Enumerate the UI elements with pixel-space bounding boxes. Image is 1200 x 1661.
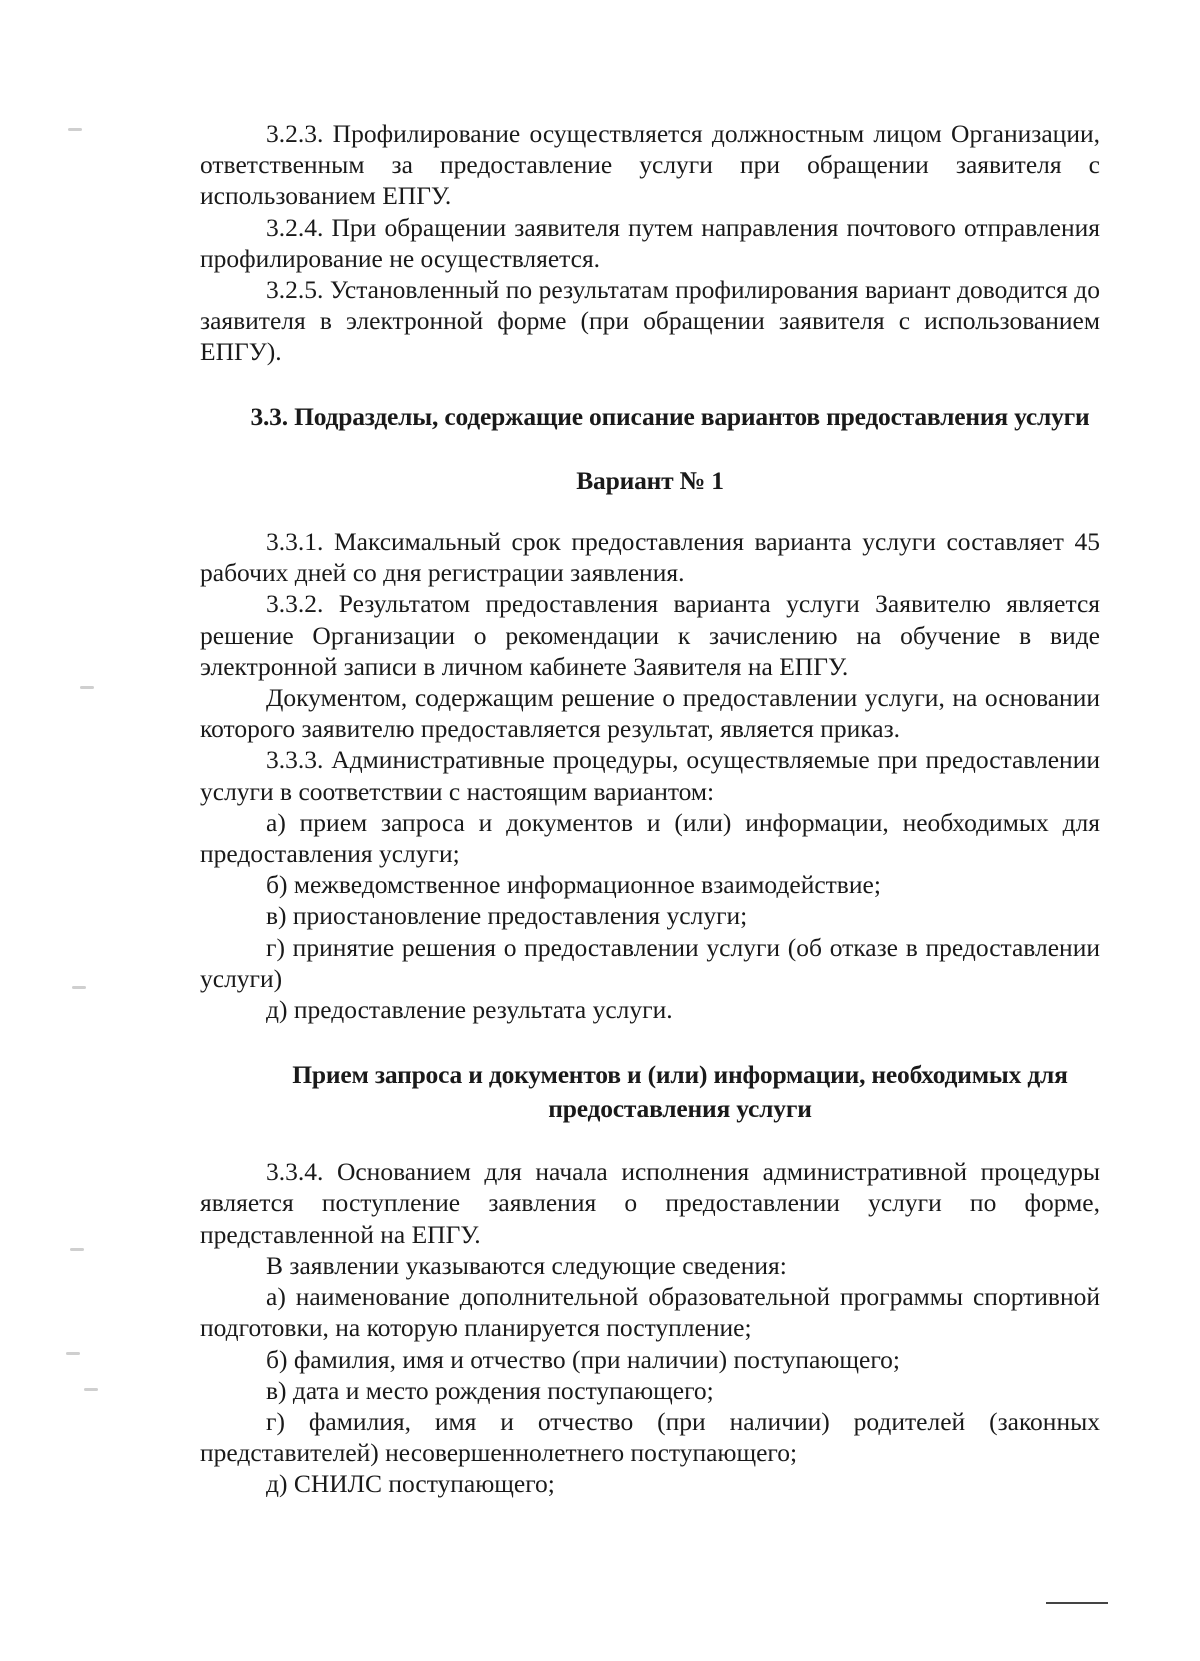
spacer: [200, 432, 1100, 465]
list-item-g: г) принятие решения о предоставлении услуги (об отказе в предоставлении услуги): [200, 932, 1100, 993]
paragraph-3-3-1: 3.3.1. Максимальный срок предоставления варианта услуги составляет 45 рабочих дней со дня регистрации заявления.: [200, 527, 1100, 588]
application-item-d: д) СНИЛС поступающего;: [266, 1469, 555, 1499]
scan-speck: [84, 1388, 98, 1391]
spacer: [200, 368, 1100, 401]
list-item-d: д) предоставление результата услуги.: [266, 995, 673, 1025]
paragraph-3-2-3: 3.2.3. Профилирование осуществляется должностным лицом Организации, ответственным за предоставление услуги при обращении заявителя с использованием ЕПГУ.: [200, 119, 1100, 211]
scan-speck: [72, 986, 86, 989]
variant-heading: Вариант № 1: [576, 465, 724, 495]
application-item-v: в) дата и место рождения поступающего;: [266, 1375, 714, 1405]
application-item-g: г) фамилия, имя и отчество (при наличии) родителей (законных представителей) несовершеннолетнего поступающего;: [200, 1406, 1100, 1468]
spacer: [200, 1025, 1100, 1058]
paragraph-3-3-2: 3.3.2. Результатом предоставления варианта услуги Заявителю является решение Организации о рекомендации к зачислению на обучение в виде электронной записи в личном кабинете Заявителя на ЕПГУ.: [200, 589, 1100, 681]
application-item-a: а) наименование дополнительной образовательной программы спортивной подготовки, на которую планируется поступление;: [200, 1282, 1100, 1343]
spacer: [200, 496, 1100, 526]
section-heading: 3.3. Подразделы, содержащие описание вариантов предоставления услуги: [250, 401, 1090, 431]
paragraph-3-3-3: 3.3.3. Административные процедуры, осуществляемые при предоставлении услуги в соответствии с настоящим вариантом:: [200, 745, 1100, 806]
list-item-v: в) приостановление предоставления услуги;: [266, 901, 748, 931]
scan-speck: [80, 686, 94, 689]
paragraph-3-2-5: 3.2.5. Установленный по результатам профилирования вариант доводится до заявителя в электронной форме (при обращении заявителя с использованием ЕПГУ).: [200, 275, 1100, 367]
subsection-heading: Прием запроса и документов и (или) информации, необходимых для предоставления услуги: [292, 1060, 1068, 1124]
document-page: [200, 118, 1100, 1500]
paragraph-result-document: Документом, содержащим решение о предоставлении услуги, на основании которого заявителю предоставляется результат, является приказ.: [200, 683, 1100, 744]
paragraph-3-3-4: 3.3.4. Основанием для начала исполнения административной процедуры является поступление заявления о предоставлении услуги по форме, представленной на ЕПГУ.: [200, 1157, 1100, 1249]
scan-speck: [68, 128, 82, 131]
scan-speck: [66, 1352, 80, 1355]
scan-speck: [70, 1248, 84, 1251]
application-item-b: б) фамилия, имя и отчество (при наличии) поступающего;: [266, 1344, 901, 1374]
list-item-b: б) межведомственное информационное взаимодействие;: [266, 870, 881, 900]
list-item-a: а) прием запроса и документов и (или) информации, необходимых для предоставления услуги;: [200, 807, 1100, 869]
paragraph-3-2-4: 3.2.4. При обращении заявителя путем направления почтового отправления профилирование не осуществляется.: [200, 212, 1100, 273]
spacer: [200, 1126, 1100, 1156]
footer-rule: [1046, 1602, 1108, 1604]
paragraph-application-info: В заявлении указываются следующие сведения:: [266, 1250, 787, 1280]
